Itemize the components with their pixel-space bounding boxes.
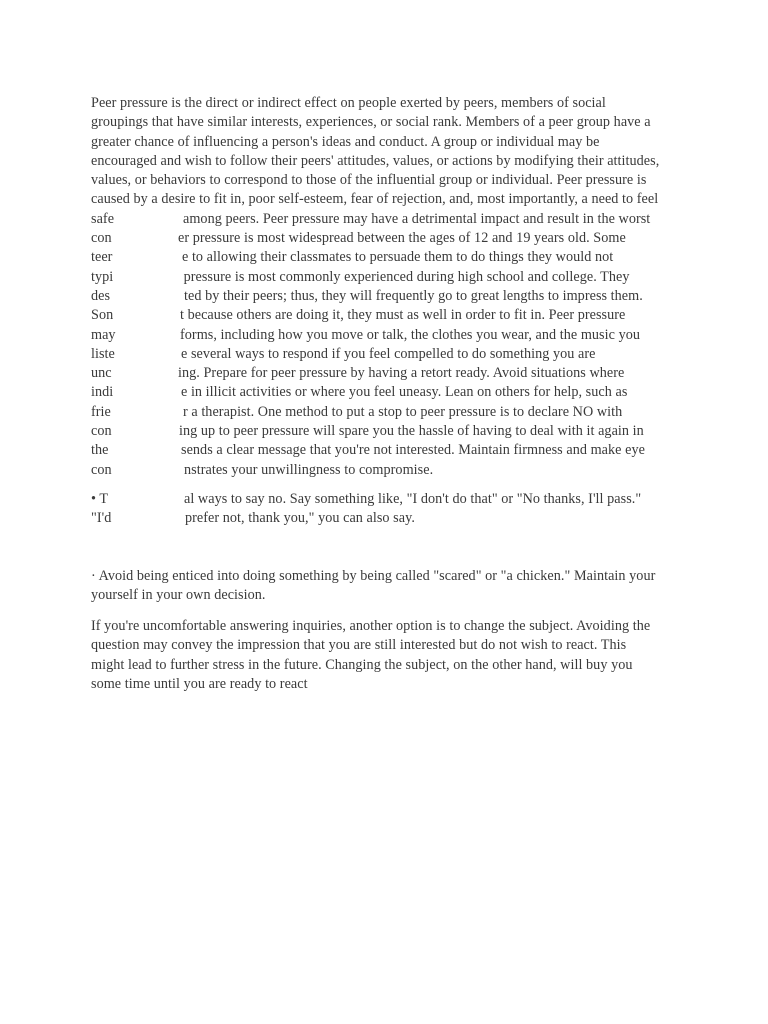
text-segment: might lead to further stress in the future. Changing the subject, on the other hand, will buy you: [91, 656, 633, 673]
text-segment: If you're uncomfortable answering inquiries, another option is to change the subject. Avoiding the: [91, 618, 651, 634]
text-line: [91, 383, 681, 402]
text-line: [91, 490, 681, 509]
text-segment: des: [91, 287, 111, 304]
text-line: [91, 586, 681, 605]
text-segment: Peer pressure is the direct or indirect effect on people exerted by peers, members of social: [91, 95, 606, 111]
text-line: [91, 133, 681, 152]
text-line: [91, 441, 681, 460]
text-line: [91, 287, 681, 306]
text-segment: ing up to peer pressure will spare you the hassle of having to deal with it again in: [179, 423, 644, 440]
text-segment: sends a clear message that you're not interested. Maintain firmness and make eye: [181, 442, 645, 459]
text-segment: con: [91, 461, 112, 478]
text-line: [91, 248, 681, 267]
text-segment: Son: [91, 307, 114, 324]
text-segment: liste: [91, 345, 115, 362]
text-segment: may: [91, 326, 116, 343]
text-line: [91, 306, 681, 325]
text-segment: ted by their peers; thus, they will frequently go to great lengths to impress them.: [184, 287, 643, 304]
text-line: [91, 171, 681, 190]
text-segment: con: [91, 423, 112, 440]
text-segment: safe: [91, 210, 115, 227]
text-line: [91, 210, 681, 229]
text-line: [91, 461, 681, 480]
text-segment: among peers. Peer pressure may have a detrimental impact and result in the worst: [183, 210, 651, 227]
text-line: [91, 190, 681, 209]
text-line: [91, 636, 681, 655]
text-line: [91, 403, 681, 422]
text-segment: ing. Prepare for peer pressure by having a retort ready. Avoid situations where: [178, 365, 625, 382]
text-segment: r a therapist. One method to put a stop to peer pressure is to declare NO with: [183, 403, 623, 420]
text-segment: e to allowing their classmates to persuade them to do things they would not: [182, 249, 614, 266]
text-segment: question may convey the impression that you are still interested but do not wish to react. This: [91, 637, 627, 654]
text-segment: indi: [91, 384, 114, 401]
text-line: [91, 617, 681, 636]
text-segment: • T: [91, 491, 109, 507]
text-line: [91, 268, 681, 287]
text-segment: forms, including how you move or talk, the clothes you wear, and the music you: [180, 326, 640, 343]
text-segment: typi: [91, 268, 114, 285]
text-line: [91, 422, 681, 441]
text-segment: al ways to say no. Say something like, "I don't do that" or "No thanks, I'll pass.": [184, 491, 642, 507]
text-segment: yourself in your own decision.: [91, 587, 266, 604]
text-segment: prefer not, thank you," you can also say.: [185, 510, 415, 527]
text-segment: the: [91, 442, 109, 459]
text-segment: t because others are doing it, they must as well in order to fit in. Peer pressure: [180, 307, 626, 324]
text-line: [91, 364, 681, 383]
text-line: [91, 113, 681, 132]
paragraph-peer-pressure-definition: [91, 94, 681, 480]
text-segment: groupings that have similar interests, experiences, or social rank. Members of a peer group have a: [91, 114, 651, 131]
text-segment: some time until you are ready to react: [91, 675, 308, 692]
text-line: [91, 567, 681, 586]
text-segment: nstrates your unwillingness to compromise.: [184, 461, 434, 478]
text-segment: caused by a desire to fit in, poor self-esteem, fear of rejection, and, most importantly, a need to feel: [91, 191, 659, 208]
text-segment: pressure is most commonly experienced during high school and college. They: [180, 268, 630, 285]
text-line: [91, 94, 681, 113]
text-segment: e several ways to respond if you feel compelled to do something you are: [181, 345, 596, 362]
paragraph-avoid-enticement: [91, 567, 681, 606]
text-line: [91, 656, 681, 675]
text-segment: e in illicit activities or where you feel uneasy. Lean on others for help, such as: [181, 384, 628, 401]
text-segment: teer: [91, 249, 113, 266]
text-line: [91, 509, 681, 528]
text-segment: frie: [91, 403, 111, 420]
text-segment: · Avoid being enticed into doing something by being called "scared" or "a chicken." Maintain your: [91, 568, 656, 584]
text-segment: encouraged and wish to follow their peers' attitudes, values, or actions by modifying their attitudes,: [91, 152, 660, 169]
text-line: [91, 229, 681, 248]
text-segment: con: [91, 230, 112, 247]
text-line: [91, 326, 681, 345]
text-segment: er pressure is most widespread between the ages of 12 and 19 years old. Some: [178, 230, 626, 247]
text-segment: values, or behaviors to correspond to those of the influential group or individual. Peer pressure is: [91, 172, 647, 189]
text-segment: greater chance of influencing a person's ideas and conduct. A group or individual may be: [91, 133, 600, 150]
text-line: [91, 345, 681, 364]
text-line: [91, 152, 681, 171]
text-line: [91, 675, 681, 694]
paragraph-ways-to-say-no: [91, 490, 681, 529]
text-segment: "I'd: [91, 510, 112, 527]
text-segment: unc: [91, 365, 112, 382]
paragraph-change-subject: [91, 617, 681, 694]
